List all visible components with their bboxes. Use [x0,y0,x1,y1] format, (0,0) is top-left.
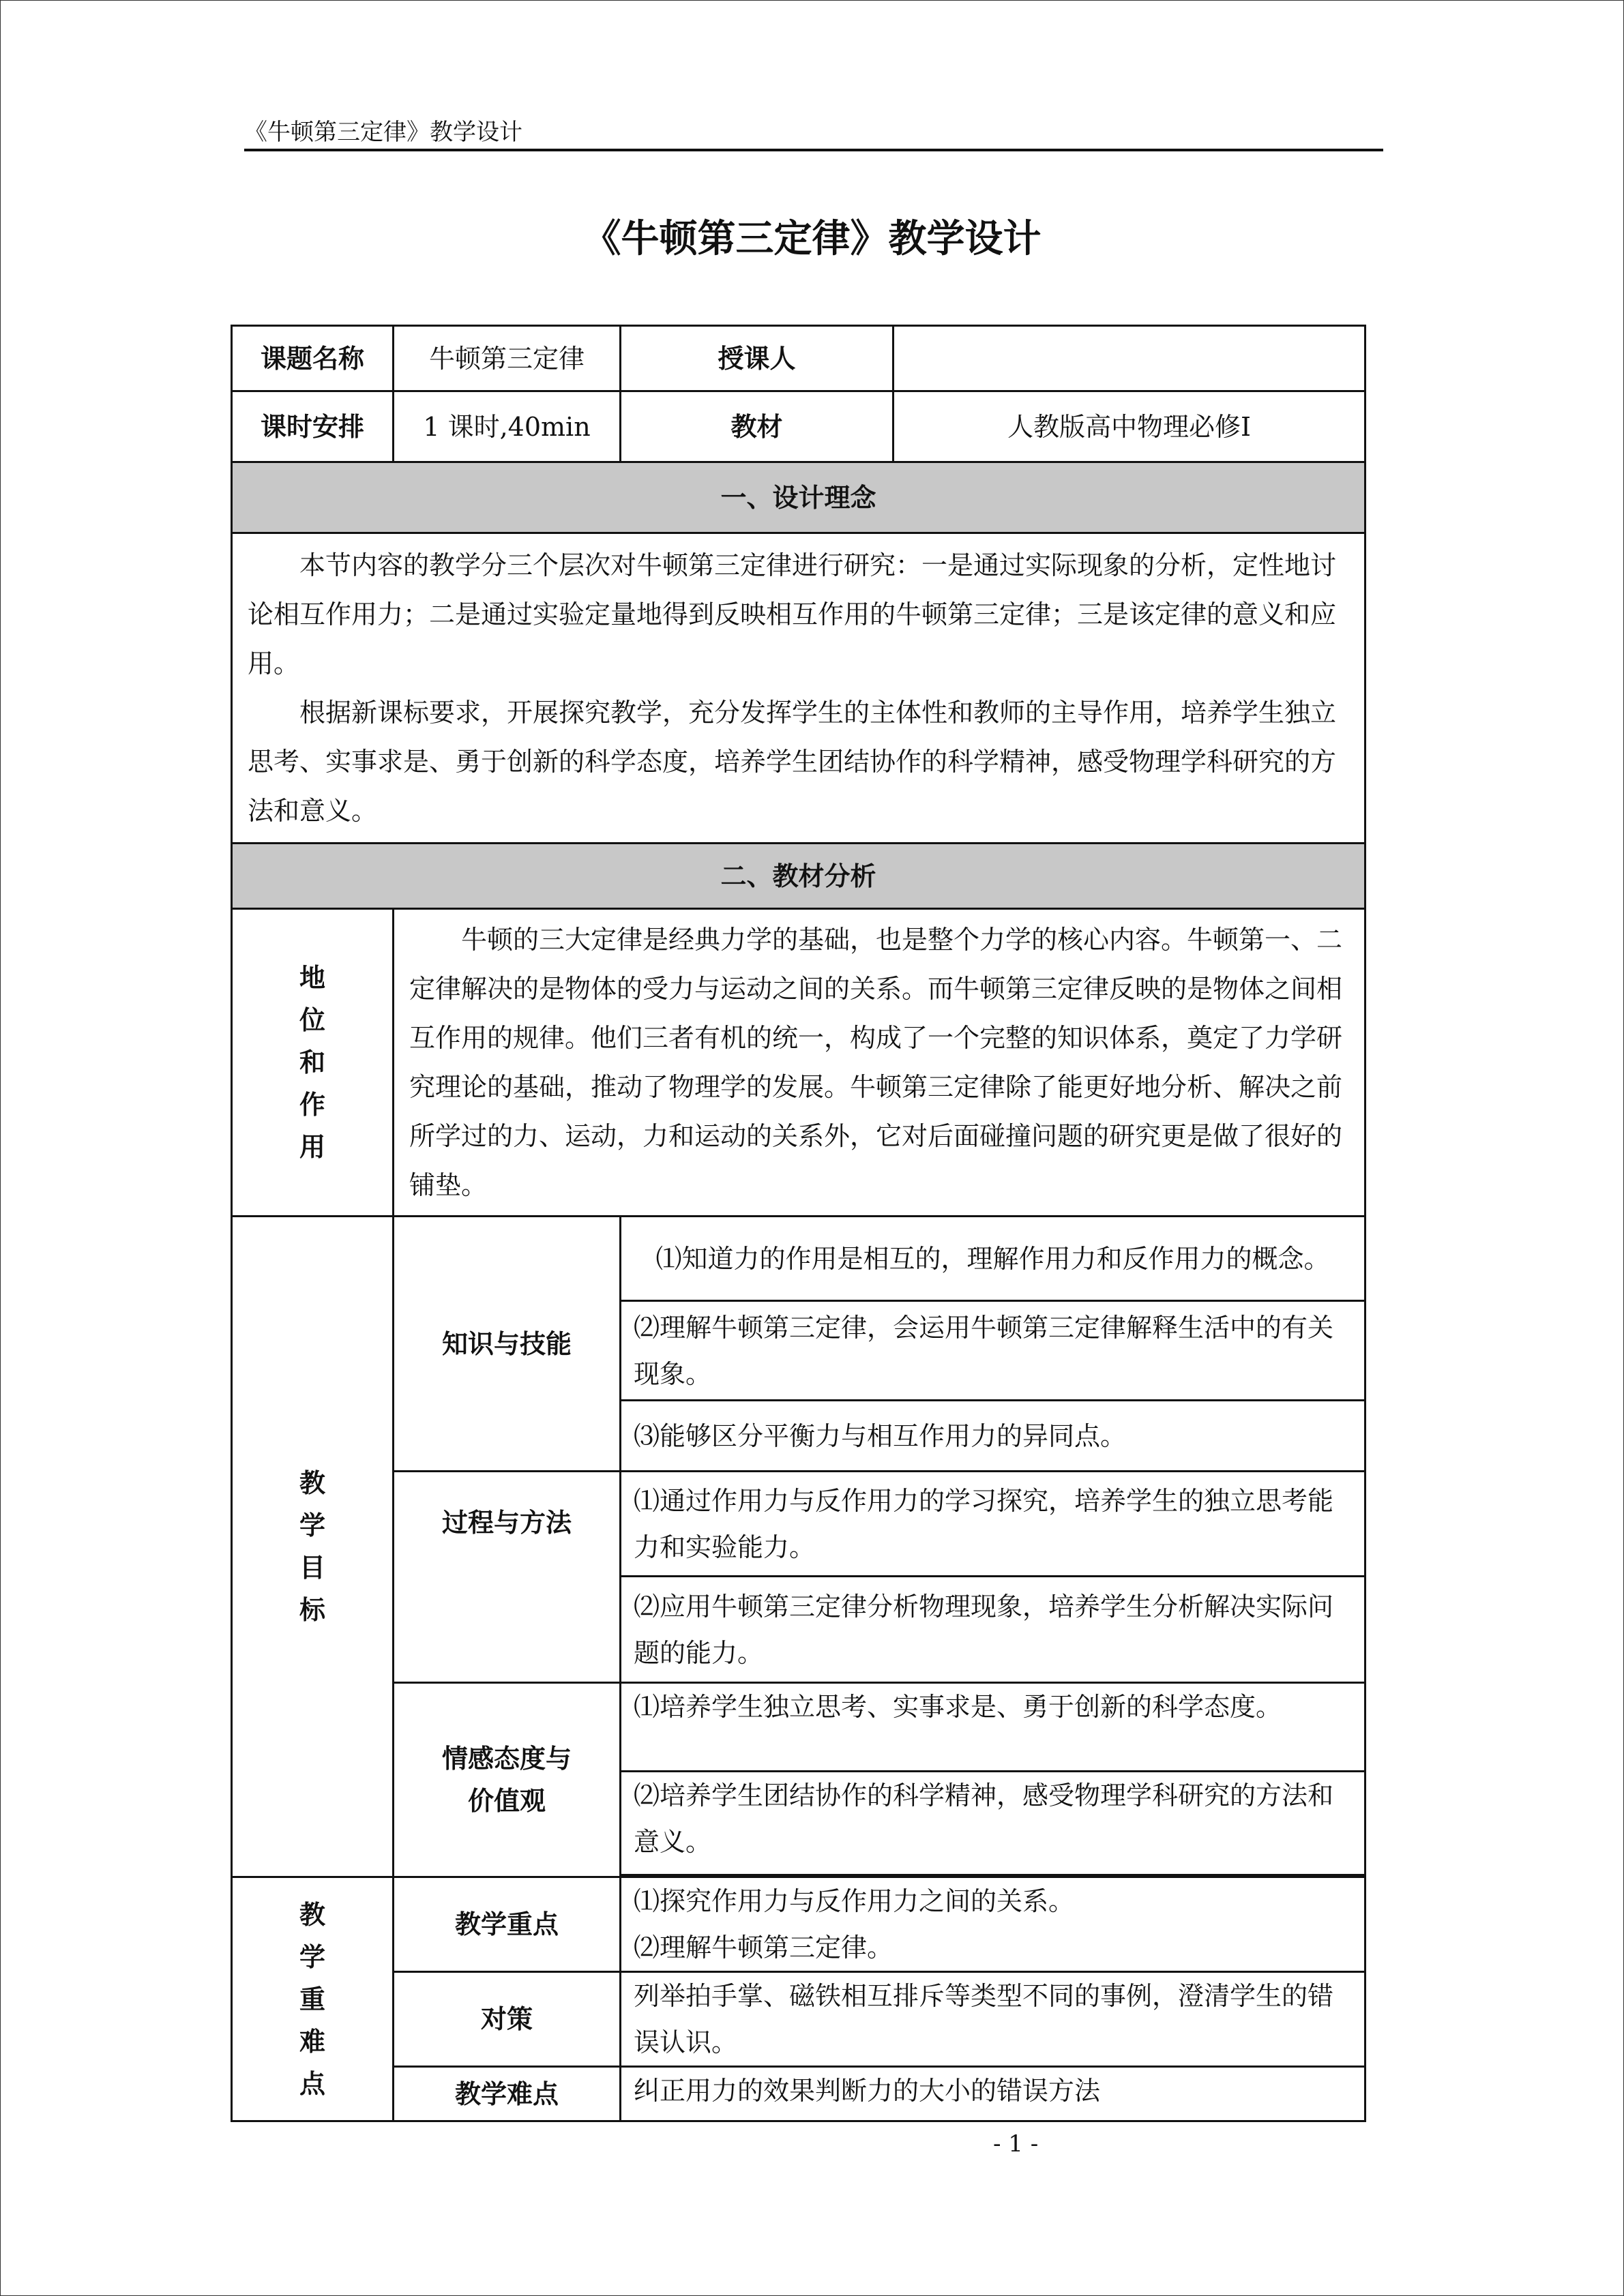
topic-value: 牛顿第三定律 [394,326,621,391]
position-role-label: 地 位 和 作 用 [232,909,394,1217]
key-difficult-label: 教 学 重 难 点 [232,1877,394,2121]
knowledge-skills-label: 知识与技能 [394,1217,621,1472]
textbook-label: 教材 [621,391,894,462]
strategy-text: 列举拍手掌、磁铁相互排斥等类型不同的事例，澄清学生的错误认识。 [621,1972,1365,2067]
process-methods-label: 过程与方法 [394,1472,621,1683]
position-role-row [232,909,1365,1217]
teacher-value [894,326,1365,391]
difficulty-label: 教学难点 [394,2067,621,2121]
position-role-text: 牛顿的三大定律是经典力学的基础，也是整个力学的核心内容。牛顿第一、二定律解决的是物体的受力与运动之间的关系。而牛顿第三定律反映的是物体之间相互作用的规律。他们三者有机的统一，构成了一个完整的知识体系，奠定了力学研究理论的基础，推动了物理学的发展。牛顿第三定律除了能更好地分析、解决之前所学过的力、运动，力和运动的关系外，它对后面碰撞问题的研究更是做了很好的铺垫。 [394,909,1365,1217]
topic-label: 课题名称 [232,326,394,391]
knowledge-item: ⑵理解牛顿第三定律，会运用牛顿第三定律解释生活中的有关现象。 [621,1301,1365,1401]
section-heading-textbook-analysis: 二、教材分析 [232,844,1365,909]
key-point-row [232,1972,1365,2067]
objective-row [232,1683,1365,1772]
info-row-topic [232,326,1365,391]
process-item: ⑵应用牛顿第三定律分析物理现象，培养学生分析解决实际问题的能力。 [621,1577,1365,1683]
knowledge-item: ⑴知道力的作用是相互的，理解作用力和反作用力的概念。 [621,1217,1365,1301]
difficulty-text: 纠正用力的效果判断力的大小的错误方法 [621,2067,1365,2121]
design-concept-paragraph: 本节内容的教学分三个层次对牛顿第三定律进行研究：一是通过实际现象的分析，定性地讨论相互作用力；二是通过实验定量地得到反映相互作用的牛顿第三定律；三是该定律的意义和应用。 [248,550,1337,679]
key-point-row [232,1877,1365,1972]
teacher-label: 授课人 [621,326,894,391]
objectives-label: 教 学 目 标 [232,1217,394,1877]
focus-label: 教学重点 [394,1877,621,1972]
objective-row [232,1472,1365,1577]
design-concept-text [232,533,1365,844]
design-concept-paragraph: 根据新课标要求，开展探究教学，充分发挥学生的主体性和教师的主导作用，培养学生独立思考、实事求是、勇于创新的科学态度，培养学生团结协作的科学精神，感受物理学科研究的方法和意义。 [248,698,1337,826]
running-header: 《牛顿第三定律》教学设计 [244,116,1383,151]
focus-item: ⑴探究作用力与反作用力之间的关系。 [634,1886,1075,1916]
textbook-value: 人教版高中物理必修Ⅰ [894,391,1365,462]
info-row-schedule [232,391,1365,462]
emotion-values-label: 情感态度与 价值观 [394,1683,621,1877]
section-textbook-analysis [232,844,1365,909]
page-number: - 1 - [993,2130,1039,2158]
objective-row [232,1217,1365,1301]
focus-items [621,1877,1365,1972]
document-title: 《牛顿第三定律》教学设计 [582,216,1042,261]
design-concept-body [232,533,1365,844]
emotion-item: ⑵培养学生团结协作的科学精神，感受物理学科研究的方法和意义。 [621,1772,1365,1875]
strategy-label: 对策 [394,1972,621,2067]
emotion-item: ⑴培养学生独立思考、实事求是、勇于创新的科学态度。 [621,1683,1365,1772]
key-point-row [232,2067,1365,2121]
section-heading-design-concept: 一、设计理念 [232,462,1365,533]
schedule-label: 课时安排 [232,391,394,462]
schedule-value: 1 课时,40min [394,391,621,462]
process-item: ⑴通过作用力与反作用力的学习探究，培养学生的独立思考能力和实验能力。 [621,1472,1365,1577]
knowledge-item: ⑶能够区分平衡力与相互作用力的异同点。 [621,1401,1365,1472]
lesson-plan-table [231,325,1366,2122]
focus-item: ⑵理解牛顿第三定律。 [634,1933,894,1963]
section-design-concept [232,462,1365,533]
